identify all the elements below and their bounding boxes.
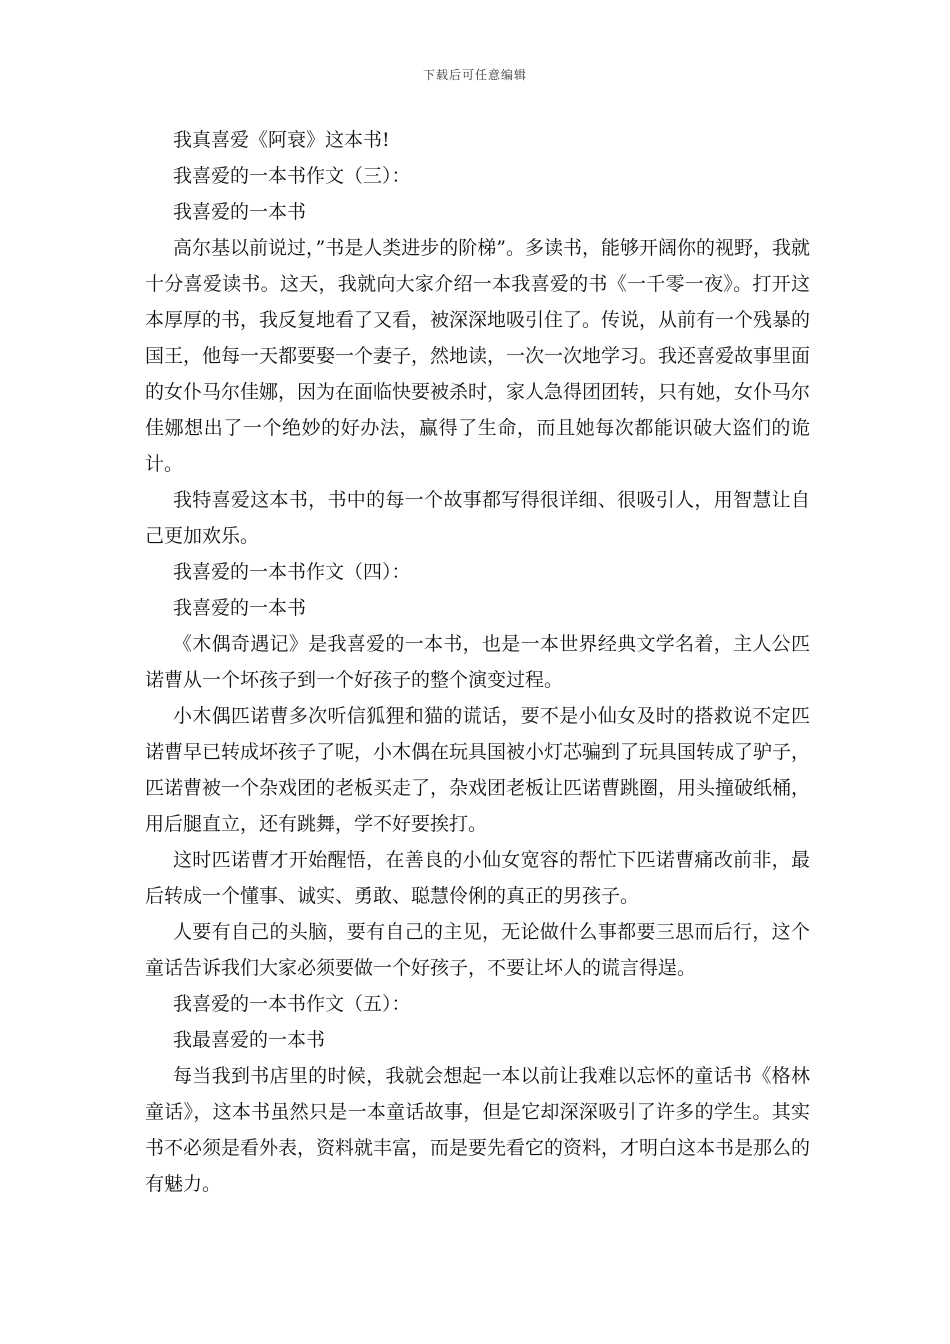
- paragraph: 我特喜爱这本书，书中的每一个故事都写得很详细、很吸引人，用智慧让自己更加欢乐。: [145, 489, 810, 547]
- paragraph: 《木偶奇遇记》是我喜爱的一本书，也是一本世界经典文学名着，主人公匹诺曹从一个坏孩子到一个好孩子的整个演变过程。: [145, 633, 810, 691]
- paragraph: 这时匹诺曹才开始醒悟，在善良的小仙女宽容的帮忙下匹诺曹痛改前非，最后转成一个懂事、诚实、勇敢、聪慧伶俐的真正的男孩子。: [145, 849, 810, 907]
- paragraph: 人要有自己的头脑，要有自己的主见，无论做什么事都要三思而后行，这个童话告诉我们大家必须要做一个好孩子，不要让坏人的谎言得逞。: [145, 921, 810, 979]
- paragraph: 高尔基以前说过，”书是人类进步的阶梯”。多读书，能够开阔你的视野，我就十分喜爱读书。这天，我就向大家介绍一本我喜爱的书《一千零一夜》。打开这本厚厚的书，我反复地看了又看，被深深地吸引住了。传说，从前有一个残暴的国王，他每一天都要娶一个妻子，然地读，一次一次地学习。我还喜爱故事里面的女仆马尔佳娜，因为在面临快要被杀时，家人急得团团转，只有她，女仆马尔佳娜想出了一个绝妙的好办法，赢得了生命，而且她每次都能识破大盗们的诡计。: [145, 237, 811, 475]
- paragraph: 每当我到书店里的时候，我就会想起一本以前让我难以忘怀的童话书《格林童话》，这本书虽然只是一本童话故事，但是它却深深吸引了许多的学生。其实书不必须是看外表，资料就丰富，而是要先看它的资料，才明白这本书是那么的有魅力。: [145, 1065, 811, 1195]
- page-header: 下载后可任意编辑: [422, 68, 527, 82]
- essay-title: 我喜爱的一本书: [173, 597, 307, 619]
- essay-title: 我喜爱的一本书: [173, 201, 307, 223]
- paragraph: 小木偶匹诺曹多次听信狐狸和猫的谎话，要不是小仙女及时的搭救说不定匹诺曹早已转成坏孩子了呢，小木偶在玩具国被小灯芯骗到了玩具国转成了驴子，匹诺曹被一个杂戏团的老板买走了，杂戏团老板让匹诺曹跳圈，用头撞破纸桶，用后腿直立，还有跳舞，学不好要挨打。: [145, 705, 811, 835]
- paragraph: 我真喜爱《阿衰》这本书!: [173, 129, 390, 151]
- document-body: [145, 122, 810, 1202]
- section-heading: 我喜爱的一本书作文（四）：: [173, 561, 411, 583]
- section-heading: 我喜爱的一本书作文（三）：: [173, 165, 411, 187]
- essay-title: 我最喜爱的一本书: [173, 1029, 326, 1051]
- section-heading: 我喜爱的一本书作文（五）：: [173, 993, 411, 1015]
